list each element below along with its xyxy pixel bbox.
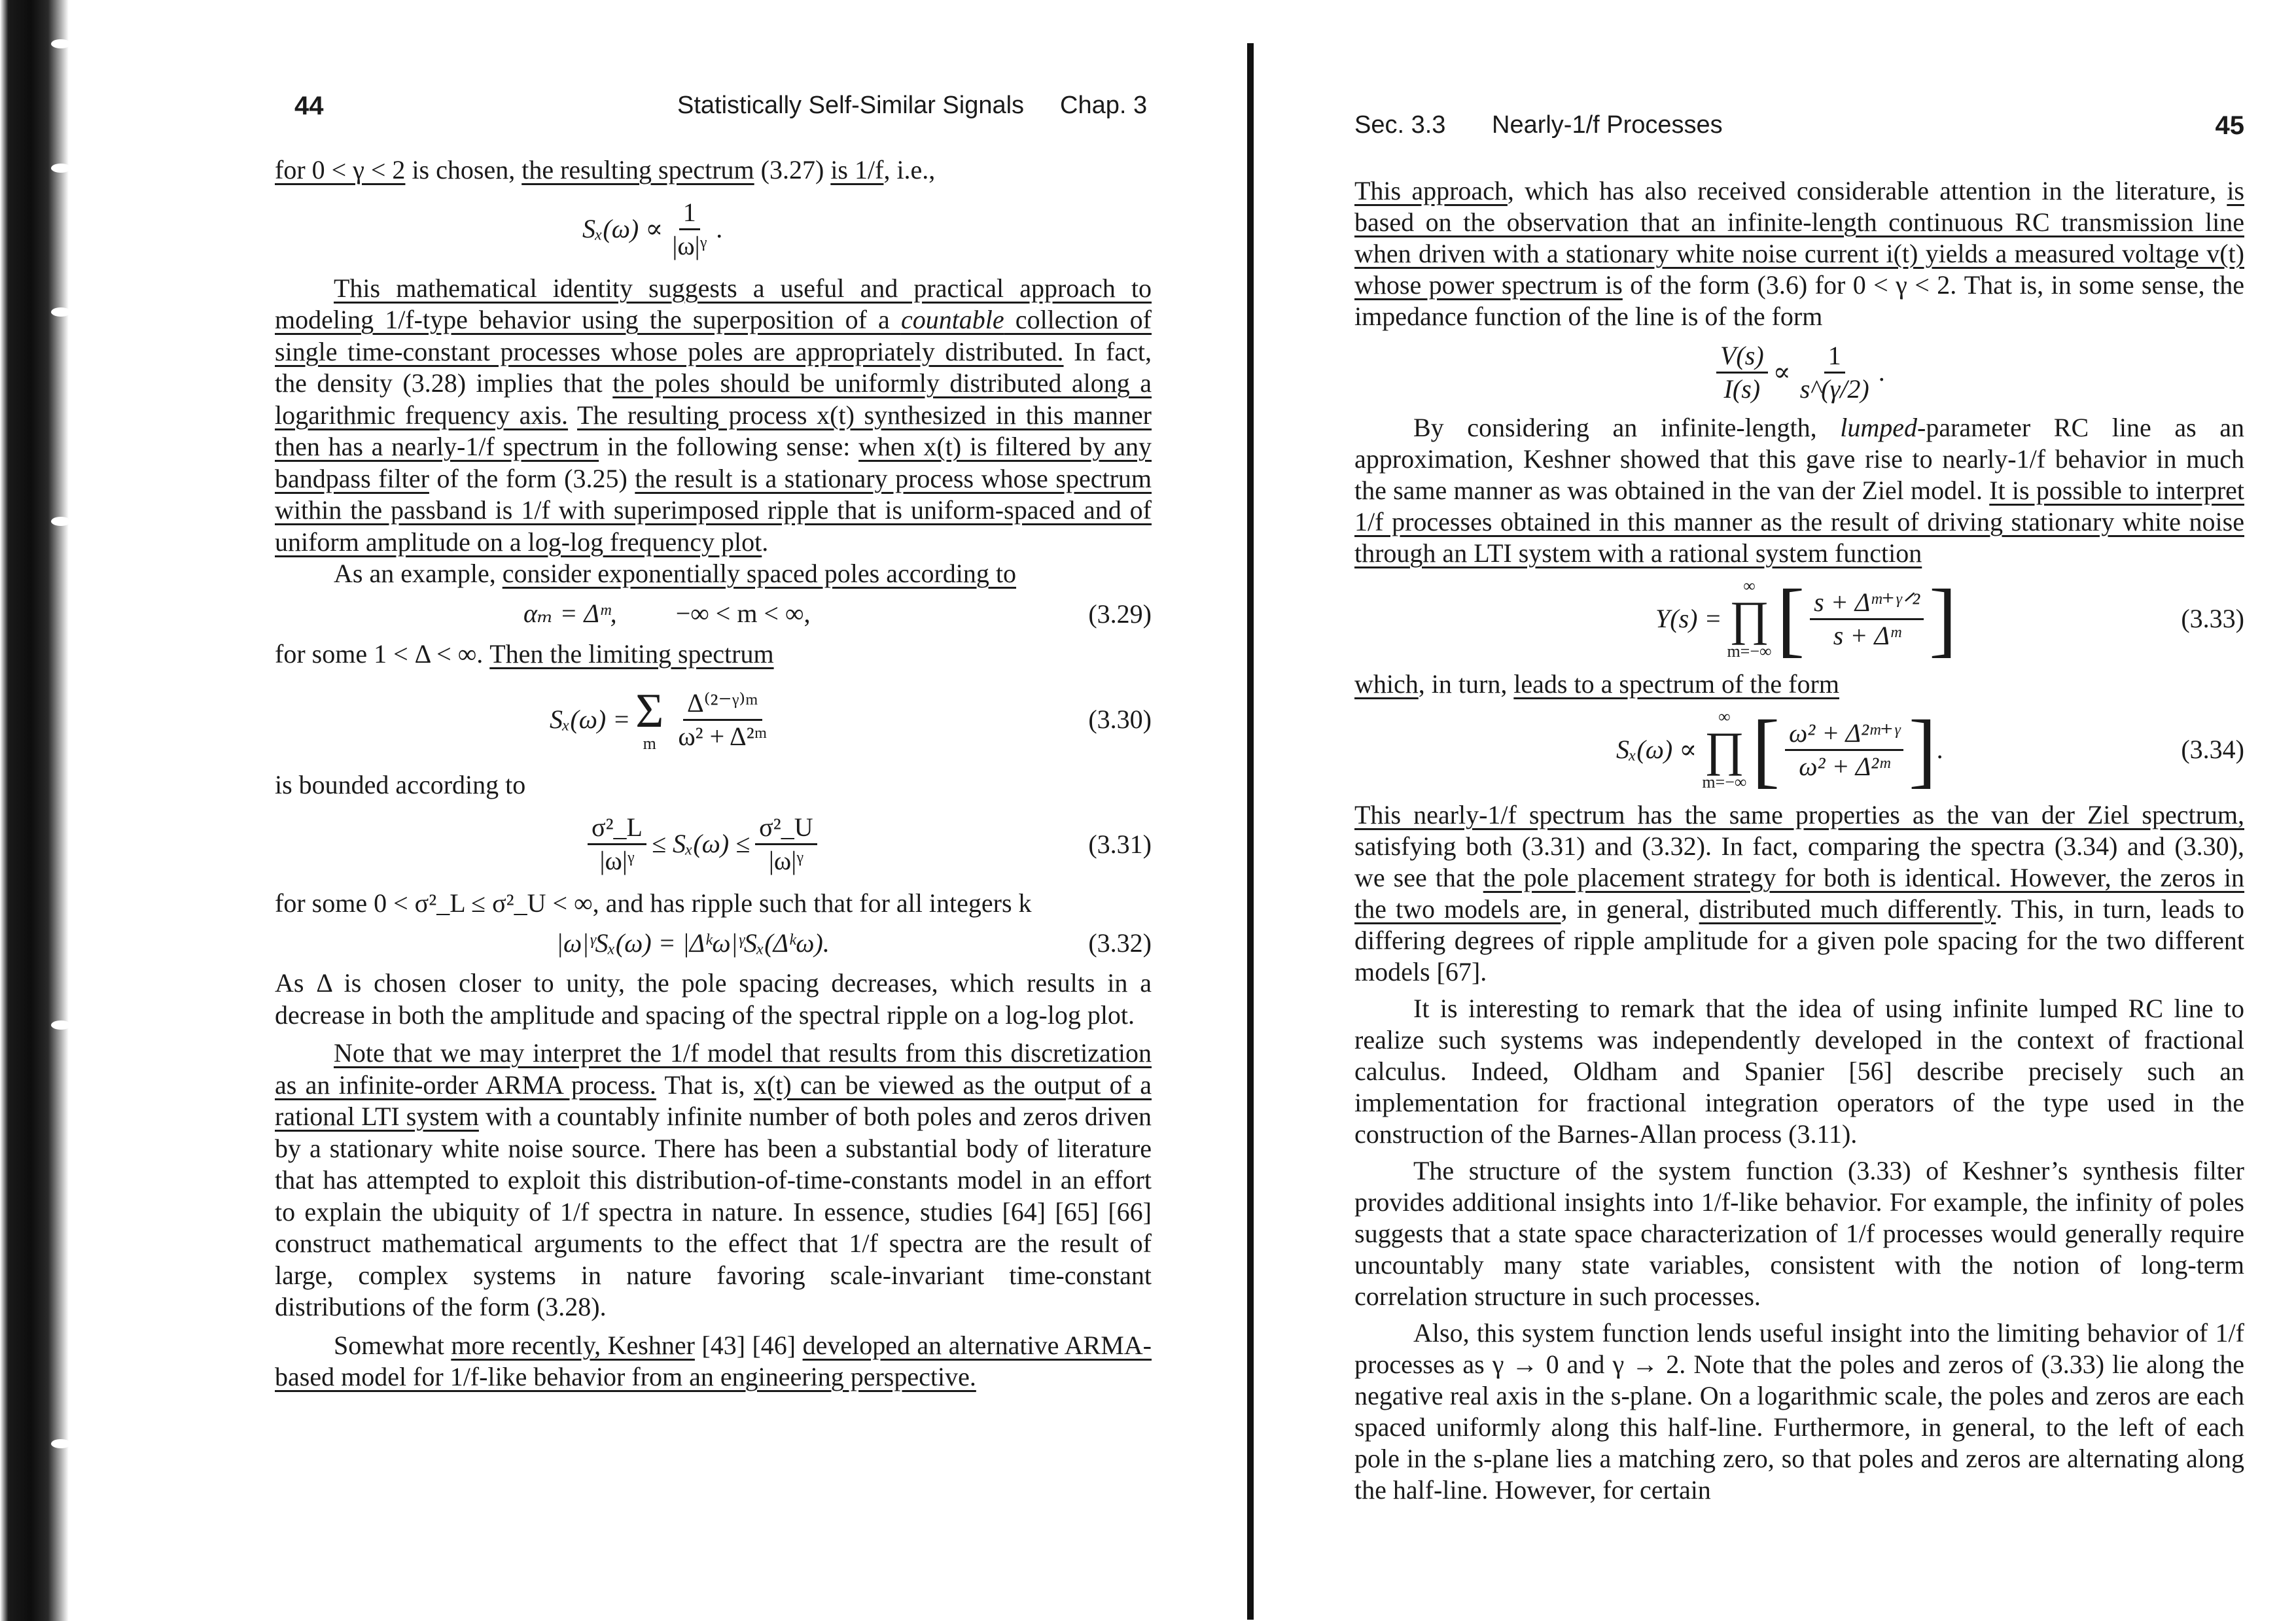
- text-run: [43] [46]: [694, 1330, 803, 1360]
- equation-3-33: [1354, 573, 2244, 665]
- underline-mark: It is possible to interpret 1/f processes obtained in this manner as the result of driving stationary white noise through an LTI system with a rational system function: [1354, 476, 2245, 568]
- paragraph: [275, 638, 1152, 671]
- text-run: . This, in turn, leads to differing degrees of ripple amplitude for a given pole spacing for the two different models [67].: [1354, 894, 2244, 986]
- fraction: [1796, 340, 1873, 405]
- equation-unnumbered-b: [1354, 336, 2244, 408]
- denominator: I(s): [1723, 374, 1761, 404]
- body-text-right: [1354, 175, 2244, 1506]
- underline-mark: countable: [900, 305, 1004, 334]
- equation-lhs: αₘ = Δᵐ,: [523, 599, 617, 629]
- pi-symbol: ∏: [1729, 592, 1769, 646]
- right-bracket: ]: [1929, 572, 1957, 665]
- body-text-left: [275, 154, 1152, 1393]
- equation-lhs: Sₓ(ω) ∝: [582, 214, 663, 244]
- numerator: ω² + Δ²ᵐ⁺ᵞ: [1785, 718, 1903, 751]
- binding-speck: [51, 307, 71, 317]
- underline-mark: the pole placement strategy for both is identical. However, the zeros in the two models are: [1354, 863, 2245, 924]
- underline-mark: when x(t) is filtered by any bandpass filter: [275, 432, 1152, 493]
- paragraph: [275, 769, 1152, 801]
- book-binding-shadow: [0, 0, 69, 1621]
- product-operator: [1727, 578, 1771, 660]
- left-page: [275, 0, 1152, 1621]
- underline-mark: which: [1354, 669, 1419, 699]
- text-run: As Δ is chosen closer to unity, the pole spacing decreases, which results in a decrease in both the amplitude and spacing of the spectral ripple on a log-log plot.: [275, 968, 1152, 1030]
- numerator: 1: [679, 197, 700, 230]
- underline-mark: is based on the observation that an infinite-length continuous RC transmission line when driven with a stationary white noise current i(t) yields a measured voltage v(t) whose power spectrum is: [1354, 176, 2244, 300]
- text-run: is bounded according to: [275, 770, 526, 799]
- paragraph: [275, 558, 1152, 590]
- right-bracket: ]: [1909, 703, 1937, 796]
- denominator: |ω|ᵞ: [672, 231, 707, 260]
- underline-mark: This approach: [1354, 176, 1508, 205]
- underline-mark: developed an alternative ARMA-based model for 1/f-like behavior from an engineering perspective.: [275, 1330, 1152, 1391]
- paragraph: [275, 1037, 1152, 1323]
- upper-limit: ∞: [1743, 576, 1756, 595]
- left-bracket: [: [1776, 572, 1805, 665]
- proportional-symbol: ∝: [1773, 357, 1791, 387]
- underline-mark: collection of single time-constant processes whose poles are appropriately distributed.: [275, 305, 1152, 366]
- lower-limit: m=−∞: [1727, 642, 1772, 661]
- pi-symbol: ∏: [1704, 723, 1744, 776]
- underline-mark: the resulting spectrum: [521, 155, 754, 184]
- equation-3-32: [275, 922, 1152, 965]
- underline-mark: the poles should be uniformly distributed along a logarithmic frequency axis.: [275, 368, 1152, 430]
- paragraph: [1354, 412, 2244, 569]
- text-run: .: [762, 527, 769, 557]
- underline-mark: the result is a stationary process whose spectrum within the passband is 1/f with superimposed ripple that is uniform-spaced and of uniform amplitude on a log-log frequency plot: [275, 463, 1152, 557]
- sum-index: m: [643, 734, 656, 753]
- underline-mark: Note that we may interpret the 1/f model that results from this discretization as an infinite-order ARMA process.: [275, 1038, 1152, 1100]
- text-run: That is,: [656, 1070, 754, 1100]
- fraction: [755, 812, 817, 877]
- running-head-right: [1354, 111, 2244, 157]
- lower-limit: m=−∞: [1702, 773, 1747, 792]
- text-run: of the form (3.25): [429, 463, 635, 493]
- text-run: As an example,: [334, 559, 503, 588]
- section-label: Sec. 3.3: [1354, 111, 1446, 139]
- paragraph: [1354, 993, 2244, 1150]
- text-run: Somewhat: [334, 1330, 451, 1360]
- equation-number: (3.33): [2181, 604, 2244, 633]
- paragraph: [275, 273, 1152, 559]
- equation-middle: ≤ Sₓ(ω) ≤: [652, 829, 751, 859]
- fraction: [674, 688, 771, 752]
- equation-lhs: Sₓ(ω) =: [550, 704, 631, 734]
- binding-speck: [51, 39, 71, 48]
- underline-mark: Then the limiting spectrum: [489, 638, 774, 669]
- equation-number: (3.29): [1088, 599, 1152, 629]
- numerator: Δ⁽²⁻ᵞ⁾ᵐ: [683, 688, 762, 721]
- equation-rhs: −∞ < m < ∞,: [675, 599, 811, 629]
- paragraph: [275, 888, 1152, 920]
- denominator: s^(γ/2): [1799, 374, 1869, 404]
- paragraph: [1354, 669, 2244, 700]
- underline-mark: The resulting process x(t) synthesized in this manner then has a nearly-1/f spectrum: [275, 400, 1152, 461]
- text-run: It is interesting to remark that the idea of using infinite lumped RC line to realize such systems was independently developed in the context of fractional calculus. Indeed, Oldham and Spanier [56] describe precisely such an implementation for fractional integration operators of the type used in the construction of the Barnes-Allan process (3.11).: [1354, 994, 2244, 1149]
- equation-3-30: [275, 674, 1152, 765]
- upper-limit: ∞: [1718, 707, 1731, 726]
- binding-speck: [51, 517, 71, 526]
- paragraph: [275, 1330, 1152, 1393]
- text-run: [568, 400, 577, 430]
- product-operator: [1702, 708, 1746, 791]
- text-run: , which has also received considerable attention in the literature,: [1507, 176, 2227, 205]
- underline-mark: for 0 < γ < 2: [275, 155, 406, 184]
- equation-unnumbered-a: [275, 190, 1152, 269]
- equation-number: (3.34): [2181, 735, 2244, 764]
- text-run: The structure of the system function (3.33) of Keshner’s synthesis filter provides additional insights into 1/f-like behavior. For example, the infinity of poles suggests that a state space characterization of 1/f processes would generally require uncountably many state variables, consistent with the notion of long-term correlation structure in such processes.: [1354, 1156, 2244, 1311]
- fraction: [668, 197, 711, 262]
- text-run: for some 0 < σ²_L ≤ σ²_U < ∞, and has ripple such that for all integers k: [275, 888, 1032, 918]
- running-title: Statistically Self-Similar Signals: [677, 92, 1025, 119]
- underline-mark: more recently, Keshner: [451, 1330, 695, 1360]
- equation-tail: .: [716, 214, 723, 244]
- underline-mark: x(t) can be viewed as the output of a rational LTI system: [275, 1070, 1152, 1131]
- text-run: of the form (3.6) for 0 < γ < 2. That is, in some sense, the impedance function of the line is of the form: [1354, 270, 2244, 331]
- text-run: for some 1 < Δ < ∞.: [275, 638, 490, 669]
- underline-mark: This nearly-1/f spectrum has the same properties as the van der Ziel spectrum,: [1354, 800, 2244, 829]
- text-run: in the following sense:: [599, 432, 859, 461]
- denominator: s + Δᵐ: [1833, 620, 1901, 650]
- equation-3-29: [275, 593, 1152, 636]
- text-run: , i.e.,: [883, 155, 936, 184]
- equation-tail: .: [1878, 357, 1885, 387]
- fraction: [1810, 587, 1924, 652]
- text-run: , in general,: [1561, 894, 1699, 924]
- equation-number: (3.31): [1088, 829, 1152, 859]
- binding-speck: [51, 1020, 71, 1030]
- text-run: -parameter RC line as an approximation, Keshner showed that this gave rise to nearly-1/f behavior in much the same manner as was obtained in the van der Ziel model.: [1354, 413, 2244, 505]
- denominator: |ω|ᵞ: [599, 846, 635, 875]
- equation-text: |ω|ᵞSₓ(ω) = |Δᵏω|ᵞSₓ(Δᵏω).: [556, 928, 830, 958]
- underline-mark: distributed much differently: [1699, 894, 1996, 924]
- numerator: σ²_L: [588, 812, 646, 845]
- text-run: with a countably infinite number of both poles and zeros driven by a stationary white noise source. There has been a substantial body of literature that has attempted to exploit this distribution-of-time-constants model in an effort to explain the ubiquity of 1/f spectra in nature. In essence, studies [64] [65] [66] construct mathematical arguments to the effect that 1/f spectra are the result of large, complex systems in nature favoring scale-invariant time-constant distributions of the form (3.28).: [275, 1102, 1152, 1321]
- paragraph: [1354, 799, 2244, 988]
- paragraph: [275, 967, 1152, 1031]
- page-gutter: [1247, 43, 1254, 1620]
- underline-mark: is 1/f: [830, 155, 884, 184]
- equation-number: (3.32): [1088, 928, 1152, 958]
- chapter-label: Chap. 3: [1060, 92, 1148, 119]
- equation-lhs: Sₓ(ω) ∝: [1616, 735, 1697, 764]
- denominator: |ω|ᵞ: [768, 846, 804, 875]
- equation-3-34: [1354, 704, 2244, 795]
- paragraph: [1354, 1317, 2244, 1506]
- running-title: Nearly-1/f Processes: [1492, 111, 1723, 139]
- summation-operator: [635, 684, 664, 753]
- paragraph: [1354, 175, 2244, 332]
- text-run: In fact, the density (3.28) implies that: [275, 336, 1152, 398]
- numerator: s + Δᵐ⁺ᵞᐟ²: [1810, 587, 1924, 620]
- binding-speck: [51, 164, 71, 173]
- text-run: Also, this system function lends useful insight into the limiting behavior of 1/f processes as γ → 0 and γ → 2. Note that the poles and zeros of (3.33) lie along the negative real axis in the s-plane. On a logarithmic scale, the poles and zeros are each spaced uniformly along this half-line. Furthermore, in general, to the left of each pole in the s-plane lies a matching zero, so that poles and zeros are alternating along the half-line. However, for certain: [1354, 1318, 2244, 1505]
- fraction: [588, 812, 646, 877]
- equation-number: (3.30): [1088, 704, 1152, 734]
- text-run: By considering an infinite-length,: [1413, 413, 1841, 442]
- right-page: [1354, 0, 2244, 1621]
- denominator: ω² + Δ²ᵐ: [1799, 751, 1890, 781]
- binding-speck: [51, 1439, 71, 1448]
- text-run: , in turn,: [1418, 669, 1514, 699]
- numerator: 1: [1824, 340, 1845, 374]
- numerator: σ²_U: [755, 812, 817, 845]
- text-run: lumped: [1840, 413, 1918, 442]
- paragraph: [1354, 1155, 2244, 1312]
- denominator: ω² + Δ²ᵐ: [678, 721, 768, 751]
- equation-tail: .: [1936, 735, 1943, 764]
- equation-lhs: Υ(s) =: [1655, 604, 1722, 633]
- numerator: V(s): [1716, 340, 1768, 374]
- page-number: 44: [294, 92, 324, 120]
- underline-mark: consider exponentially spaced poles according to: [502, 559, 1016, 588]
- page-number: 45: [2215, 111, 2244, 140]
- text-run: (3.27): [754, 155, 831, 184]
- paragraph: [275, 154, 1152, 186]
- equation-3-31: [275, 805, 1152, 884]
- fraction: [1785, 718, 1903, 782]
- underline-mark: This mathematical identity suggests a useful and practical approach to modeling 1/f-type behavior using the superposition of a: [275, 273, 1152, 334]
- sigma-symbol: Σ: [635, 684, 664, 738]
- text-run: satisfying both (3.31) and (3.32). In fact, comparing the spectra (3.34) and (3.30), we see that: [1354, 831, 2244, 892]
- fraction: [1716, 340, 1768, 405]
- running-head-left: [275, 92, 1152, 137]
- underline-mark: leads to a spectrum of the form: [1513, 669, 1839, 699]
- left-bracket: [: [1752, 703, 1780, 796]
- text-run: is chosen,: [405, 155, 522, 184]
